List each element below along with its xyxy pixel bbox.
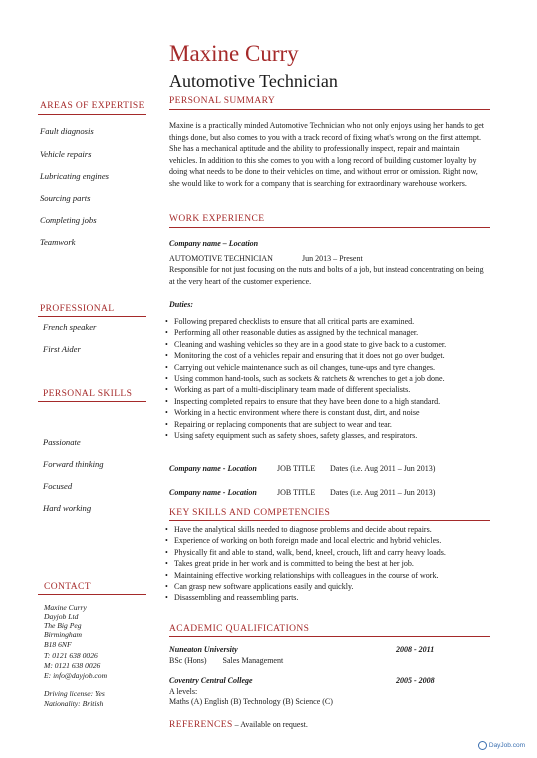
list-item: • Working in a hectic environment where there is constant dust, dirt, and noise <box>164 407 446 418</box>
list-item: • Physically fit and able to stand, walk, bend, kneel, crouch, lift and carry heavy loads. <box>164 547 446 558</box>
work-experience-heading: WORK EXPERIENCE <box>169 214 265 224</box>
contact-email[interactable]: E: info@dayjob.com <box>44 671 108 680</box>
section-divider <box>38 316 146 317</box>
school-years: 2008 - 2011 <box>396 645 435 654</box>
degree-detail: BSc (Hons) Sales Management <box>169 656 284 665</box>
list-item: • Disassembling and reassembling parts. <box>164 592 446 603</box>
personal-skills-heading: PERSONAL SKILLS <box>43 389 133 399</box>
key-skills-heading: KEY SKILLS AND COMPETENCIES <box>169 508 331 518</box>
professional-heading: PROFESSIONAL <box>40 304 115 314</box>
academic-qualifications-heading: ACADEMIC QUALIFICATIONS <box>169 624 310 634</box>
list-item: • Maintaining effective working relationships with colleagues in the course of work. <box>164 570 446 581</box>
section-divider <box>169 520 490 521</box>
section-divider <box>38 114 146 115</box>
personal-skill-item: Focused <box>43 481 73 491</box>
key-skills-list <box>164 524 446 604</box>
expertise-item: Sourcing parts <box>40 193 91 203</box>
contact-heading: CONTACT <box>44 582 91 592</box>
personal-skill-item: Forward thinking <box>43 459 104 469</box>
school-name: Coventry Central College <box>169 676 253 685</box>
school-years: 2005 - 2008 <box>396 676 435 685</box>
dayjob-logo-text: DayJob.com <box>488 742 525 750</box>
references-heading: REFERENCES <box>169 720 233 730</box>
school-name: Nuneaton University <box>169 645 238 654</box>
duties-heading: Duties: <box>169 300 193 309</box>
list-item: • Following prepared checklists to ensure that all critical parts are examined. <box>164 316 446 327</box>
dayjob-logo <box>478 741 525 750</box>
personal-skill-item: Hard working <box>43 503 92 513</box>
professional-item: French speaker <box>43 322 97 332</box>
qualification-detail: A levels: <box>169 687 198 696</box>
duties-list <box>164 316 446 441</box>
section-divider <box>169 109 490 110</box>
dayjob-logo-icon <box>478 741 487 750</box>
expertise-item: Lubricating engines <box>40 171 109 181</box>
driving-license: Driving license: Yes <box>44 689 105 698</box>
contact-name: Maxine Curry <box>44 603 87 612</box>
job-role: AUTOMOTIVE TECHNICIAN <box>169 254 273 263</box>
job-company: Company name – Location <box>169 239 259 248</box>
job-responsibility: Responsible for not just focusing on the nuts and bolts of a job, but instead concentrating on being at the very heart of the customer experience. <box>169 265 484 286</box>
candidate-name: Maxine Curry <box>169 41 299 66</box>
personal-summary-heading: PERSONAL SUMMARY <box>169 96 276 106</box>
list-item: • Working as part of a multi-disciplinary team made of different specialists. <box>164 384 446 395</box>
expertise-item: Vehicle repairs <box>40 149 92 159</box>
job-company: Company name - Location <box>169 488 257 497</box>
job-title-placeholder: JOB TITLE <box>277 464 316 473</box>
list-item: • Experience of working on both foreign made and local electric and hybrid vehicles. <box>164 535 446 546</box>
professional-item: First Aider <box>43 344 81 354</box>
personal-skill-item: Passionate <box>43 437 81 447</box>
qualification-grades: Maths (A) English (B) Technology (B) Science (C) <box>169 697 333 706</box>
list-item: • Repairing or replacing components that are subject to wear and tear. <box>164 419 446 430</box>
candidate-job-title: Automotive Technician <box>169 71 338 91</box>
expertise-item: Teamwork <box>40 237 76 247</box>
list-item: • Inspecting completed repairs to ensure that they have been done to a high standard. <box>164 396 446 407</box>
expertise-item: Fault diagnosis <box>40 126 94 136</box>
list-item: • Using common hand-tools, such as sockets & ratchets & wrenches to get a job done. <box>164 373 446 384</box>
list-item: • Carrying out vehicle maintenance such as oil changes, tune-ups and tyre changes. <box>164 362 446 373</box>
contact-address-line: Birmingham <box>44 630 82 639</box>
personal-summary-text: Maxine is a practically minded Automotive Technician who not only enjoys using her hands to get things done, but also comes to you with a track record of fixing what's wrong on the first attempt. She has a mechanical aptitude and the ability to professionally inspect, repair and maintain vehicles. In addition to this she comes to you with a long record of building customer loyalty by doing what needs to be done to their vehicles on time, and without error or omission. Right now, she would like to work for a company that is searching for extraordinary warehouse workers. <box>169 121 485 188</box>
list-item: • Performing all other reasonable duties as assigned by the technical manager. <box>164 327 446 338</box>
list-item: • Cleaning and washing vehicles so they are in a good state to give back to a customer. <box>164 339 446 350</box>
expertise-item: Completing jobs <box>40 215 97 225</box>
job-company: Company name - Location <box>169 464 257 473</box>
contact-mobile: M: 0121 638 0026 <box>44 661 101 670</box>
contact-telephone: T: 0121 638 0026 <box>44 651 98 660</box>
job-dates: Jun 2013 – Present <box>302 254 363 263</box>
contact-postcode: B18 6NF <box>44 640 72 649</box>
references-text: – Available on request. <box>232 720 308 729</box>
list-item: • Using safety equipment such as safety shoes, safety glasses, and respirators. <box>164 430 446 441</box>
job-title-placeholder: JOB TITLE <box>277 488 316 497</box>
section-divider <box>169 636 490 637</box>
list-item: • Have the analytical skills needed to diagnose problems and decide about repairs. <box>164 524 446 535</box>
contact-company: Dayjob Ltd <box>44 612 79 621</box>
list-item: • Can grasp new software applications easily and quickly. <box>164 581 446 592</box>
list-item: • Monitoring the cost of a vehicles repair and ensuring that it does not go over budget. <box>164 350 446 361</box>
section-divider <box>38 594 146 595</box>
references-line <box>169 714 308 732</box>
section-divider <box>169 227 490 228</box>
list-item: • Takes great pride in her work and is committed to being the best at her job. <box>164 558 446 569</box>
contact-address-line: The Big Peg <box>44 621 82 630</box>
section-divider <box>38 401 146 402</box>
nationality: Nationality: British <box>44 699 104 708</box>
job-dates: Dates (i.e. Aug 2011 – Jun 2013) <box>330 488 436 497</box>
job-dates: Dates (i.e. Aug 2011 – Jun 2013) <box>330 464 436 473</box>
areas-of-expertise-heading: AREAS OF EXPERTISE <box>40 101 145 111</box>
